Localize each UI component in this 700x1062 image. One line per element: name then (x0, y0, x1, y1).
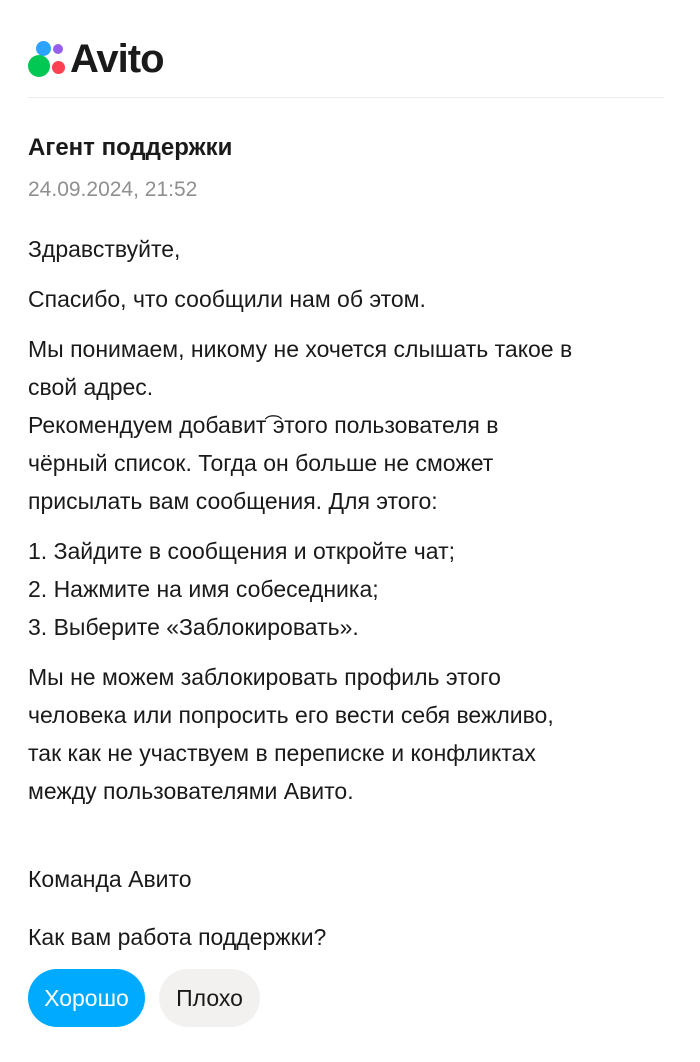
paragraph-explanation (28, 658, 668, 810)
steps-list (28, 532, 668, 646)
signature: Команда Авито (28, 866, 192, 892)
paragraph-line: Рекомендуем добавит͡ этого пользователя в (28, 412, 499, 438)
logo-dot-red (52, 61, 65, 74)
step-item: 2. Нажмите на имя собеседника; (28, 576, 379, 602)
thanks-text: Спасибо, что сообщили нам об этом. (28, 286, 426, 312)
paragraph-line: между пользователями Авито. (28, 778, 354, 804)
logo-dot-green (28, 55, 50, 77)
paragraph-line: так как не участвуем в переписке и конфликтах (28, 740, 536, 766)
step-item: 3. Выберите «Заблокировать». (28, 614, 359, 640)
step-item: 1. Зайдите в сообщения и откройте чат; (28, 538, 456, 564)
logo-dot-blue (36, 41, 51, 56)
paragraph-line: чёрный список. Тогда он больше не сможет (28, 450, 494, 476)
good-feedback-button[interactable]: Хорошо (28, 969, 145, 1027)
paragraph-line: человека или попросить его вести себя вежливо, (28, 702, 554, 728)
paragraph-line: присылать вам сообщения. Для этого: (28, 488, 438, 514)
avito-logo-icon (28, 40, 66, 78)
greeting: Здравствуйте, (28, 236, 181, 262)
sender-name: Агент поддержки (28, 134, 233, 161)
feedback-question: Как вам работа поддержки? (28, 924, 327, 950)
message-timestamp: 24.09.2024, 21:52 (28, 178, 198, 201)
paragraph-line: свой адрес. (28, 374, 154, 400)
paragraph-recommendation (28, 330, 668, 520)
paragraph-line: Мы не можем заблокировать профиль этого (28, 664, 501, 690)
message-body (28, 230, 668, 822)
header-divider (28, 97, 664, 98)
logo-dot-purple (53, 44, 63, 54)
paragraph-line: Мы понимаем, никому не хочется слышать такое в (28, 336, 573, 362)
bad-feedback-button[interactable]: Плохо (159, 969, 260, 1027)
header (28, 38, 164, 80)
logo-text: Avito (70, 37, 164, 81)
